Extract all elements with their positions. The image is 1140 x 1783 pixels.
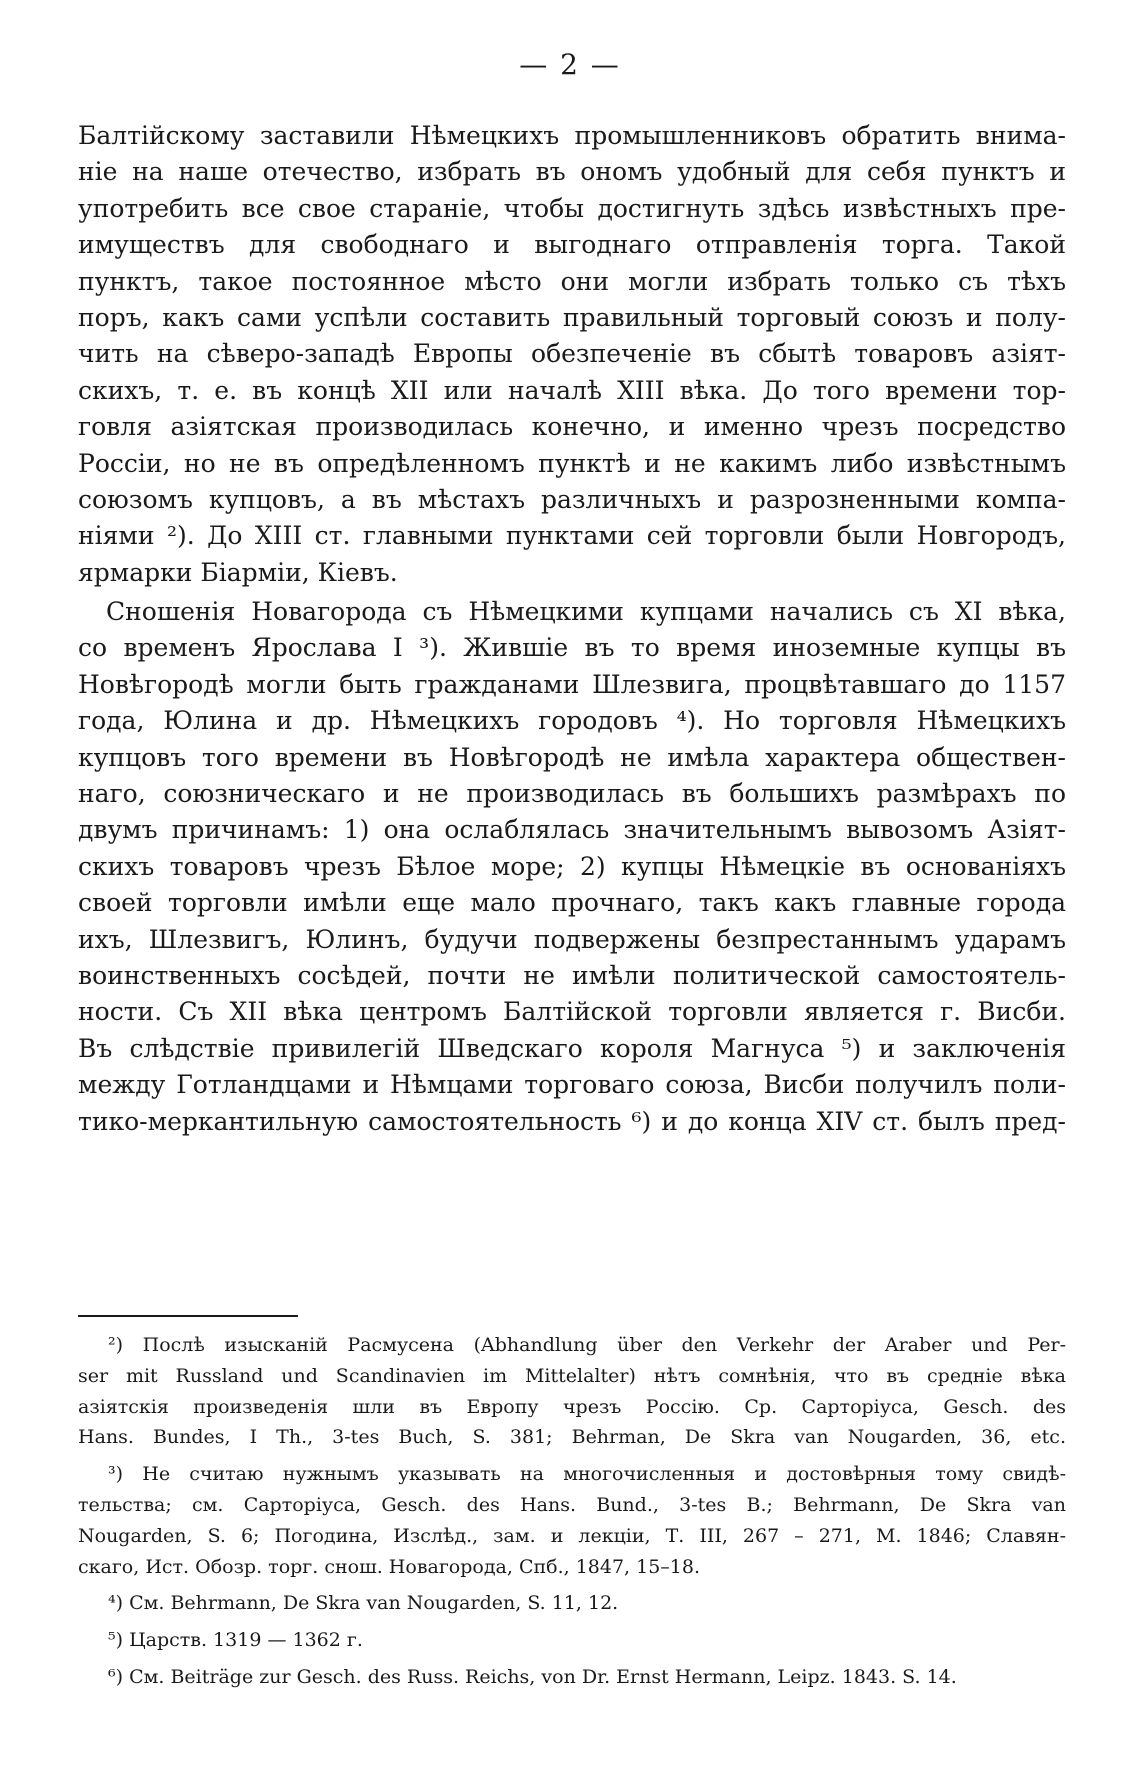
footnote-line: тельства; см. Сарторіуса, Gesch. des Hans. Bund., 3-tes B.; Behrmann, De Skra van: [78, 1493, 1066, 1516]
text-line: Новѣгородѣ могли быть гражданами Шлезвига, процвѣтавшаго до 1157: [78, 669, 1066, 699]
text-line: между Готландцами и Нѣмцами торговаго союза, Висби получилъ поли-: [78, 1070, 1066, 1100]
footnote-line: ser mit Russland und Scandinavien im Mittelalter) нѣтъ сомнѣнія, что въ средніе вѣка: [78, 1364, 1066, 1387]
text-line: скихъ, т. е. въ концѣ XII или началѣ XIII вѣка. До того времени тор-: [78, 375, 1066, 405]
text-line: купцовъ того времени въ Новѣгородѣ не имѣла характера обществен-: [78, 742, 1066, 772]
footnote-line: ⁵) Царств. 1319 — 1362 г.: [108, 1629, 363, 1652]
text-line: Балтійскому заставили Нѣмецкихъ промышленниковъ обратить внима-: [78, 121, 1066, 150]
text-line: пунктъ, такое постоянное мѣсто они могли избрать только съ тѣхъ: [78, 266, 1066, 296]
footnote-line: ⁴) См. Behrmann, De Skra van Nougarden, S. 11, 12.: [108, 1592, 619, 1615]
text-line: Сношенія Новагорода съ Нѣмецкими купцами начались съ XI вѣка,: [106, 597, 1066, 627]
main-text: [78, 118, 1066, 1140]
text-line: союзомъ купцовъ, а въ мѣстахъ различныхъ и разрозненными компа-: [78, 484, 1066, 514]
footnote-divider: [78, 1315, 298, 1317]
text-line: Въ слѣдствіе привилегій Шведскаго короля Магнуса ⁵) и заключенія: [78, 1033, 1066, 1063]
text-line: говля азіятская производилась конечно, и именно чрезъ посредство: [78, 412, 1066, 442]
text-line: года, Юлина и др. Нѣмецкихъ городовъ ⁴). Но торговля Нѣмецкихъ: [78, 706, 1066, 736]
text-line: своей торговли имѣли еще мало прочнаго, такъ какъ главные города: [78, 888, 1066, 918]
page-number: — 2 —: [519, 48, 621, 81]
text-line: двумъ причинамъ: 1) она ослаблялась значительнымъ вывозомъ Азіят-: [78, 815, 1066, 845]
footnote-line: Hans. Bundes, I Th., 3-tes Buch, S. 381; Behrman, De Skra van Nougarden, 36, etc.: [78, 1426, 1066, 1449]
text-line: ярмарки Біарміи, Кіевъ.: [78, 557, 398, 587]
footnotes: [78, 1330, 1066, 1693]
footnote-line: азіятскія произведенія шли въ Европу чрезъ Россію. Ср. Сарторіуса, Gesch. des: [78, 1395, 1066, 1418]
footnote-line: ³) Не считаю нужнымъ указывать на многочисленныя и достовѣрныя тому свидѣ-: [108, 1463, 1066, 1486]
text-line: чить на сѣверо-западѣ Европы обезпеченіе въ сбытѣ товаровъ азіят-: [78, 339, 1066, 369]
footnote-line: Nougarden, S. 6; Погодина, Изслѣд., зам. и лекціи, Т. III, 267 – 271, М. 1846; Славян-: [78, 1524, 1066, 1547]
footnote-line: ⁶) См. Beiträge zur Gesch. des Russ. Reichs, von Dr. Ernst Hermann, Leipz. 1843. S. 14.: [108, 1665, 957, 1688]
text-line: наго, союзническаго и не производилась въ большихъ размѣрахъ по: [78, 779, 1066, 809]
text-line: скихъ товаровъ чрезъ Бѣлое море; 2) купцы Нѣмецкіе въ основаніяхъ: [78, 851, 1066, 881]
text-line: употребить все свое стараніе, чтобы достигнуть здѣсь извѣстныхъ пре-: [78, 193, 1066, 223]
text-line: ихъ, Шлезвигъ, Юлинъ, будучи подвержены безпрестаннымъ ударамъ: [78, 924, 1066, 954]
text-line: имуществъ для свободнаго и выгоднаго отправленія торга. Такой: [78, 230, 1066, 260]
text-line: Россіи, но не въ опредѣленномъ пунктѣ и не какимъ либо извѣстнымъ: [78, 448, 1066, 478]
text-line: тико-меркантильную самостоятельность ⁶) и до конца XIV ст. былъ пред-: [78, 1106, 1066, 1136]
text-line: воинственныхъ сосѣдей, почти не имѣли политической самостоятель-: [78, 960, 1066, 990]
text-line: ности. Съ XII вѣка центромъ Балтійской торговли является г. Висби.: [78, 997, 1066, 1027]
footnote-line: ²) Послѣ изысканій Расмусена (Abhandlung über den Verkehr der Araber und Per-: [108, 1334, 1066, 1356]
text-line: со временъ Ярослава I ³). Жившіе въ то время иноземные купцы въ: [78, 633, 1066, 663]
footnote-line: скаго, Ист. Обозр. торг. снош. Новагорода, Спб., 1847, 15–18.: [78, 1555, 701, 1578]
text-line: поръ, какъ сами успѣли составить правильный торговый союзъ и полу-: [78, 302, 1066, 332]
text-line: ніе на наше отечество, избрать въ ономъ удобный для себя пунктъ и: [78, 157, 1066, 187]
text-line: ніями ²). До XIII ст. главными пунктами сей торговли были Новгородъ,: [78, 521, 1066, 551]
